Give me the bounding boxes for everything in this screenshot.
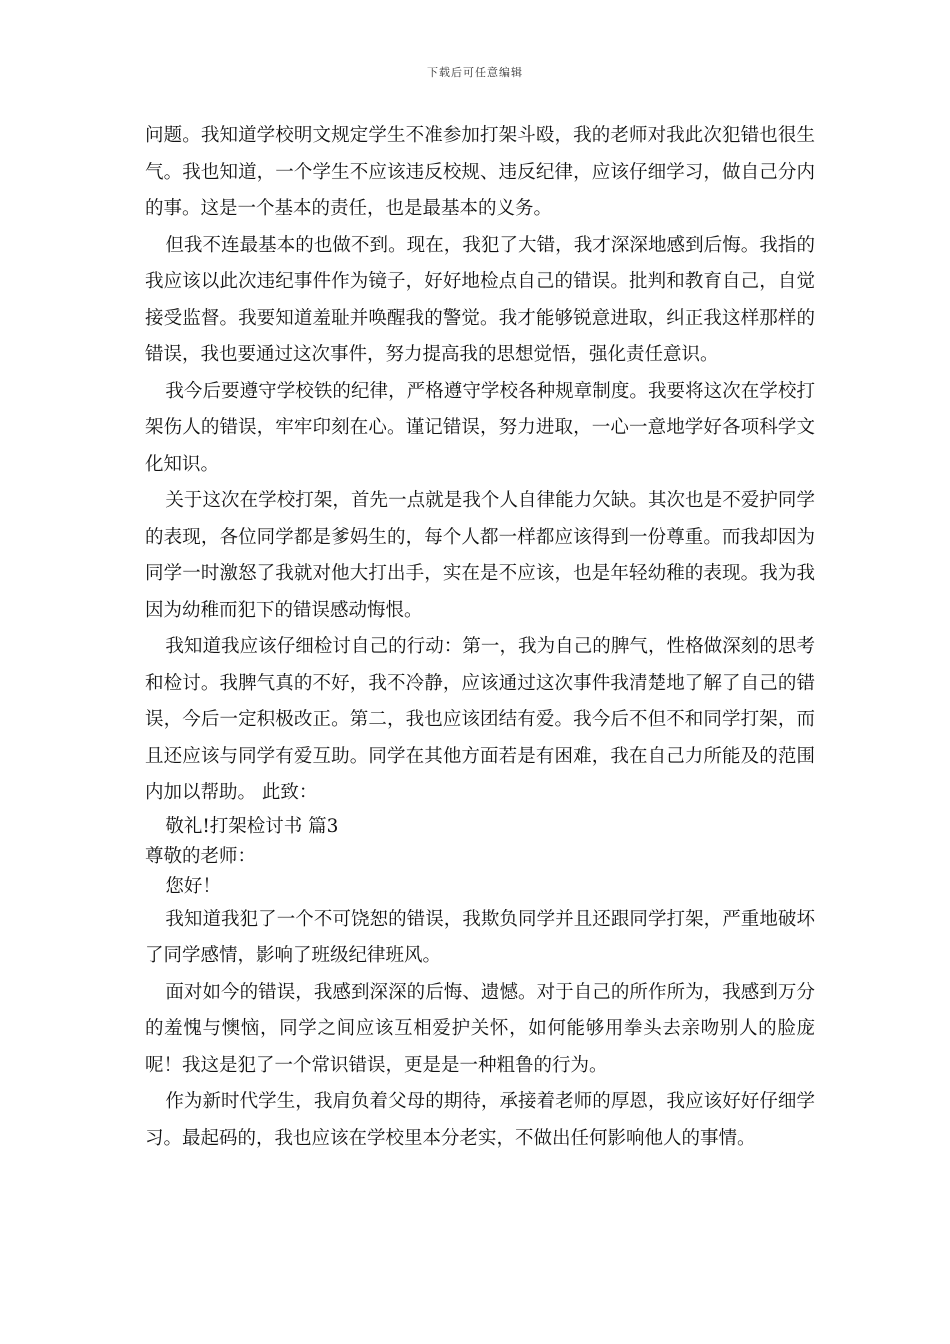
paragraph-6: 我知道我犯了一个不可饶恕的错误，我欺负同学并且还跟同学打架，严重地破坏了同学感情，影响了班级纪律班风。 [145, 908, 815, 966]
greeting: 您好！ [165, 875, 221, 897]
page-header-note: 下载后可任意编辑 [427, 66, 523, 79]
paragraph-7: 面对如今的错误，我感到深深的后悔、遗憾。对于自己的所作所为，我感到万分的羞愧与懊恼，同学之间应该互相爱护关怀，如何能够用拳头去亲吻别人的脸庞呢！我这是犯了一个常识错误，更是是一种粗鲁的行为。 [145, 981, 815, 1076]
document-body [145, 118, 815, 1157]
paragraph-4: 关于这次在学校打架，首先一点就是我个人自律能力欠缺。其次也是不爱护同学的表现，各位同学都是爹妈生的，每个人都一样都应该得到一份尊重。而我却因为同学一时激怒了我就对他大打出手，实在是不应该，也是年轻幼稚的表现。我为我因为幼稚而犯下的错误感动悔恨。 [145, 490, 815, 621]
paragraph-3: 我今后要遵守学校铁的纪律，严格遵守学校各种规章制度。我要将这次在学校打架伤人的错误，牢牢印刻在心。谨记错误，努力进取，一心一意地学好各项科学文化知识。 [145, 380, 815, 475]
paragraph-2: 但我不连最基本的也做不到。现在，我犯了大错，我才深深地感到后悔。我指的我应该以此次违纪事件作为镜子，好好地检点自己的错误。批判和教育自己，自觉接受监督。我要知道羞耻并唤醒我的警觉。我才能够锐意进取，纠正我这样那样的错误，我也要通过这次事件，努力提高我的思想觉悟，强化责任意识。 [145, 234, 815, 365]
section-title: 敬礼!打架检讨书 篇3 [165, 815, 339, 837]
salutation: 尊敬的老师： [145, 845, 257, 867]
paragraph-1: 问题。我知道学校明文规定学生不准参加打架斗殴，我的老师对我此次犯错也很生气。我也知道，一个学生不应该违反校规、违反纪律，应该仔细学习，做自己分内的事。这是一个基本的责任，也是最基本的义务。 [145, 125, 815, 219]
paragraph-8: 作为新时代学生，我肩负着父母的期待，承接着老师的厚恩，我应该好好仔细学习。最起码的，我也应该在学校里本分老实，不做出任何影响他人的事情。 [145, 1091, 815, 1149]
paragraph-5: 我知道我应该仔细检讨自己的行动：第一，我为自己的脾气，性格做深刻的思考和检讨。我脾气真的不好，我不冷静，应该通过这次事件我清楚地了解了自己的错误，今后一定积极改正。第二，我也应该团结有爱。我今后不但不和同学打架，而且还应该与同学有爱互助。同学在其他方面若是有困难，我在自己力所能及的范围内加以帮助。 此致： [145, 636, 815, 803]
